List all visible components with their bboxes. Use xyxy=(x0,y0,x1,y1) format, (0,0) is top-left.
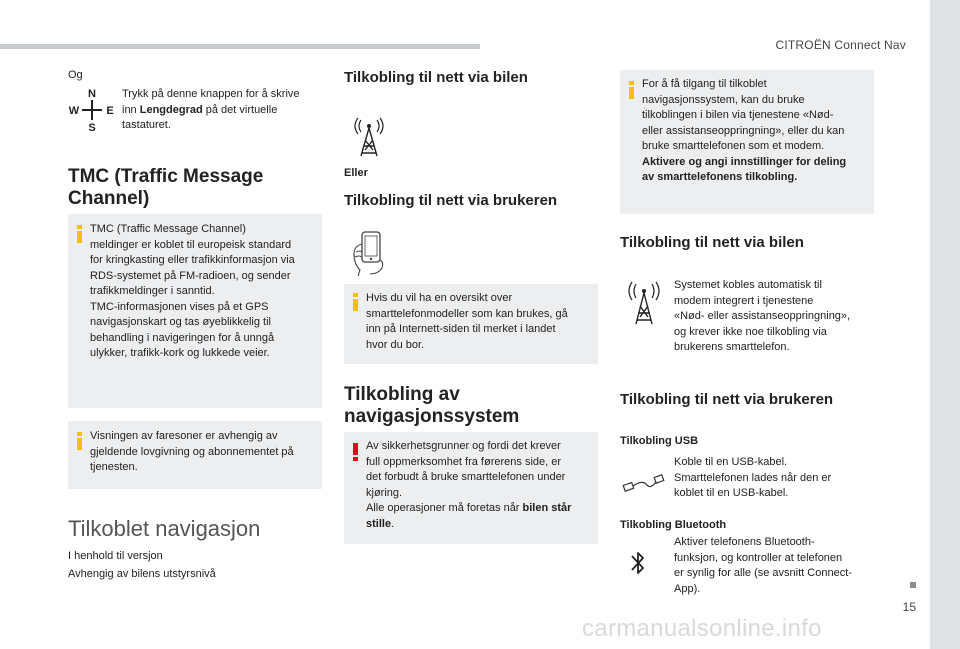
info-icon xyxy=(77,225,82,243)
text-line: TMC-informasjonen vises på et GPS xyxy=(90,300,269,313)
bluetooth-icon xyxy=(628,548,648,578)
usb-label: Tilkobling USB xyxy=(620,435,699,447)
text-line: det forbudt å bruke smarttelefonen under xyxy=(366,471,566,483)
text-line: behandling i navigeringen for å unngå xyxy=(90,331,275,344)
text-line: kjøring. xyxy=(366,486,403,499)
page-edge-strip xyxy=(930,0,960,649)
text-line: Aktivere og angi innstillinger for deling xyxy=(642,155,847,168)
smartphone-hand-icon xyxy=(348,230,392,278)
user-info-note xyxy=(344,284,598,364)
text-line: Alle operasjoner må foretas når bilen står xyxy=(366,502,572,514)
text-line: TMC (Traffic Message Channel) xyxy=(90,223,246,235)
page-number: 15 xyxy=(902,600,916,614)
text-line: modem integrert i tjenestene xyxy=(674,294,814,307)
equipment-line: Avhengig av bilens utstyrsnivå xyxy=(68,568,216,580)
car-connection-text xyxy=(674,278,874,356)
text-line: koblet til en USB-kabel. xyxy=(674,487,789,499)
info-icon xyxy=(353,293,358,311)
connected-nav-heading: Tilkoblet navigasjon xyxy=(68,516,261,541)
text-line: Koble til en USB-kabel. xyxy=(674,456,788,468)
nav-system-heading: Tilkobling av navigasjonssystem xyxy=(344,384,520,427)
text-line: Smarttelefonen lades når den er xyxy=(674,471,832,484)
text-line: bruke smarttelefonen som et modem. xyxy=(642,140,825,152)
header-rule xyxy=(0,44,480,49)
bluetooth-label: Tilkobling Bluetooth xyxy=(620,519,727,531)
info-icon xyxy=(629,81,634,99)
usb-text xyxy=(674,455,874,502)
text-line: trafikkmeldinger i sanntid. xyxy=(90,285,215,297)
compass-description: Trykk på denne knappen for å skrive inn Lengdegrad på det virtuelle tastaturet. xyxy=(122,88,300,131)
car-connection-heading-2: Tilkobling til nett via bilen xyxy=(620,234,804,251)
user-note-text xyxy=(366,291,596,353)
text-line: Av sikkerhetsgrunner og fordi det krever xyxy=(366,440,561,452)
text-line: gjeldende lovgivning og abonnementet på xyxy=(90,445,294,458)
text-line: og krever ikke noe tilkobling via xyxy=(674,325,827,338)
text-line: full oppmerksomhet fra førerens side, er xyxy=(366,455,562,468)
antenna-icon xyxy=(626,280,662,326)
text-line: RDS-systemet på FM-radioen, og sender xyxy=(90,269,291,282)
text-line: «Nød- eller assistanseoppringning», xyxy=(674,310,851,322)
usb-cable-icon xyxy=(622,468,666,498)
fare-note-text xyxy=(90,429,320,476)
car-connection-heading: Tilkobling til nett via bilen xyxy=(344,69,528,86)
text-line: meldinger er koblet til europeisk standard xyxy=(90,238,292,251)
user-connection-heading: Tilkobling til nett via brukeren xyxy=(344,192,558,209)
text-line: smarttelefonmodeller som kan brukes, gå xyxy=(366,307,568,320)
safety-warning-note xyxy=(344,432,598,544)
fare-info-note xyxy=(68,421,322,489)
compass-w: W xyxy=(68,105,80,117)
warning-icon xyxy=(353,443,358,461)
tmc-heading: TMC (Traffic Message Channel) xyxy=(68,166,264,209)
compass-n: N xyxy=(88,88,96,100)
text-line: eller assistanseoppringning», eller du kan xyxy=(642,124,845,137)
connection-info-note xyxy=(620,70,874,214)
connection-note-text xyxy=(642,77,872,186)
text-line: tjenesten. xyxy=(90,461,138,473)
tmc-note-text xyxy=(90,222,320,362)
running-title: CITROËN Connect Nav xyxy=(775,38,906,52)
antenna-icon xyxy=(352,116,386,158)
compass-e: E xyxy=(106,105,114,117)
watermark: carmanualsonline.info xyxy=(582,615,822,642)
text-line: av smarttelefonens tilkobling. xyxy=(642,171,798,183)
text-line: tilkoblingen i bilen via tjenestene «Nød- xyxy=(642,109,834,121)
text-line: er synlig for alle (se avsnitt Connect- xyxy=(674,567,852,579)
text-line: hvor du bor. xyxy=(366,338,425,351)
warning-text: Av sikkerhetsgrunner og fordi det krever full oppmerksomhet fra førerens side, er det forbudt å bruke smarttelefonen under kjøring. Alle operasjoner må foretas når bilen står stille. xyxy=(366,439,596,532)
text-line: For å få tilgang til tilkoblet xyxy=(642,78,767,90)
text-line: App). xyxy=(674,582,701,595)
text-line: inn på Internett-siden til merket i landet xyxy=(366,323,556,335)
text-line: for kringkasting eller trafikkinformasjon via xyxy=(90,254,295,266)
og-text: Og xyxy=(68,69,83,81)
text-line: navigasjonssystem, kan du bruke xyxy=(642,93,805,106)
tmc-info-note xyxy=(68,214,322,408)
text-line: Hvis du vil ha en oversikt over xyxy=(366,292,513,304)
bluetooth-text xyxy=(674,535,874,597)
text-line: brukerens smarttelefon. xyxy=(674,341,790,353)
text-line: ulykker, trafikk-kork og lukkede veier. xyxy=(90,347,270,359)
text-line: Systemet kobles automatisk til xyxy=(674,279,822,291)
text-line: Aktiver telefonens Bluetooth- xyxy=(674,536,815,548)
compass-s: S xyxy=(88,122,96,134)
text-line: funksjon, og kontroller at telefonen xyxy=(674,551,843,564)
info-icon xyxy=(77,432,82,450)
compass-icon xyxy=(68,86,116,134)
eller-label: Eller xyxy=(344,167,368,179)
text-line: navigasjonskart og tas øyeblikkelig til xyxy=(90,316,271,328)
text-line: Visningen av faresoner er avhengig av xyxy=(90,430,278,442)
page-marker xyxy=(910,582,916,588)
version-line: I henhold til versjon xyxy=(68,550,163,562)
user-connection-heading-2: Tilkobling til nett via brukeren xyxy=(620,391,834,408)
